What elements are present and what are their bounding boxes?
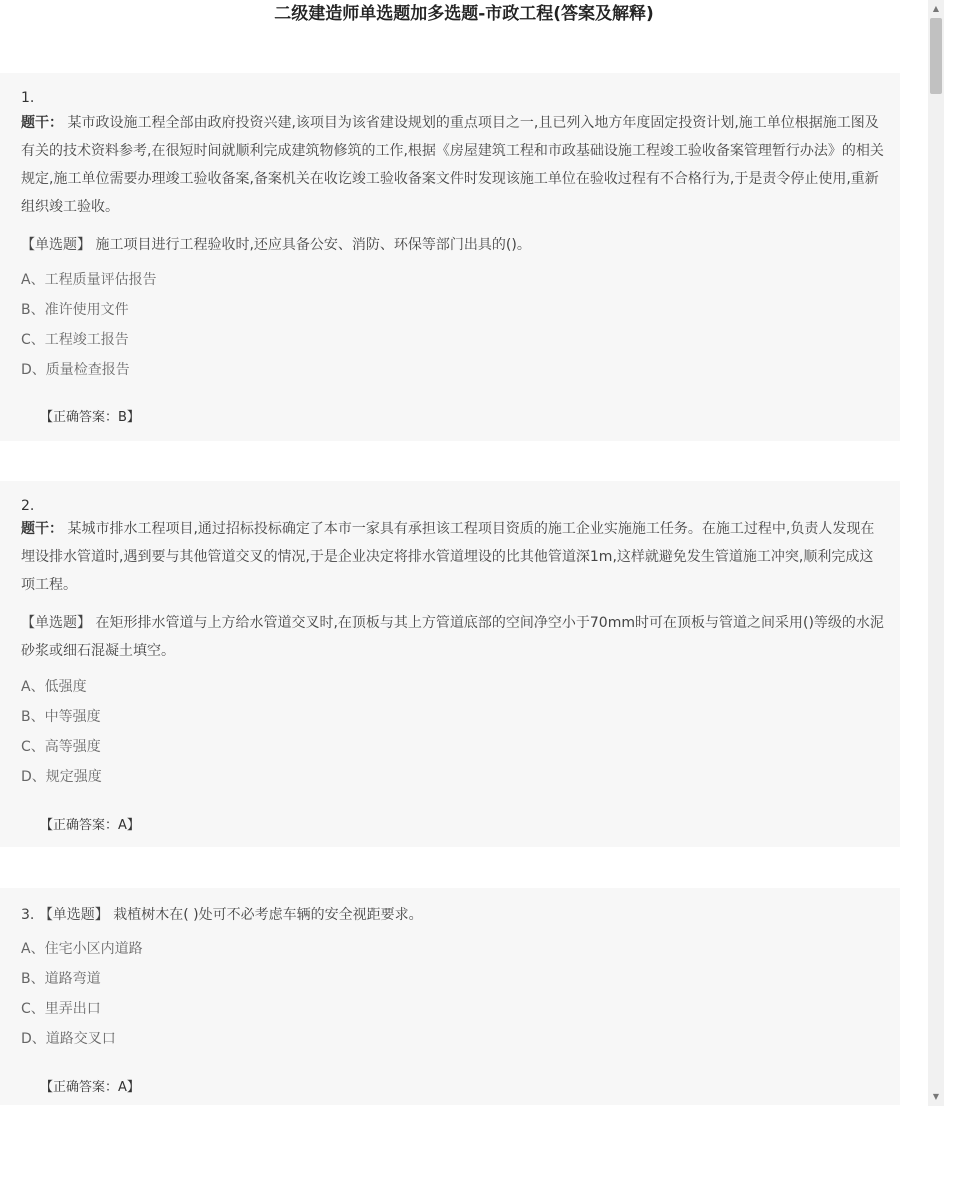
question-text (21, 231, 887, 259)
question-stem (21, 515, 887, 599)
option-a[interactable]: A、工程质量评估报告 (21, 272, 157, 288)
scroll-thumb[interactable] (930, 18, 942, 94)
question-card-1 (0, 73, 900, 441)
correct-answer: 【正确答案：B】 (40, 410, 140, 425)
stem-tag: 题干： (21, 521, 63, 537)
question-card-2 (0, 481, 900, 847)
question-body: 栽植树木在( )处可不必考虑车辆的安全视距要求。 (113, 907, 423, 923)
question-text (21, 901, 887, 929)
option-b[interactable]: B、道路弯道 (21, 971, 101, 987)
question-stem (21, 109, 887, 221)
option-a[interactable]: A、低强度 (21, 679, 87, 695)
stem-text: 某城市排水工程项目,通过招标投标确定了本市一家具有承担该工程项目资质的施工企业实施施工任务。在施工过程中,负责人发现在埋设排水管道时,遇到要与其他管道交叉的情况,于是企业决定将排水管道埋设的比其他管道深1m,这样就避免发生管道施工冲突,顺利完成这项工程。 (21, 521, 875, 593)
question-body: 在矩形排水管道与上方给水管道交叉时,在顶板与其上方管道底部的空间净空小于70mm时可在顶板与管道之间采用()等级的水泥砂浆或细石混凝土填空。 (21, 615, 884, 659)
scroll-down-arrow-icon[interactable]: ▼ (932, 1092, 940, 1101)
scroll-up-arrow-icon[interactable]: ▲ (932, 4, 940, 13)
option-d[interactable]: D、规定强度 (21, 769, 102, 785)
stem-text: 某市政设施工程全部由政府投资兴建,该项目为该省建设规划的重点项目之一,且已列入地方年度固定投资计划,施工单位根据施工图及有关的技术资料参考,在很短时间就顺利完成建筑物修筑的工作,根据《房屋建筑工程和市政基础设施工程竣工验收备案管理暂行办法》的相关规定,施工单位需要办理竣工验收备案,备案机关在收讫竣工验收备案文件时发现该施工单位在验收过程有不合格行为,于是责令停止使用,重新组织竣工验收。 (21, 115, 884, 215)
stem-tag: 题干： (21, 115, 63, 131)
question-number: 3. (21, 907, 35, 923)
question-type-label: 【单选题】 (21, 615, 91, 631)
option-c[interactable]: C、里弄出口 (21, 1001, 101, 1017)
question-type-label: 【单选题】 (21, 237, 91, 253)
vertical-scrollbar[interactable] (928, 0, 944, 1106)
question-card-3 (0, 888, 900, 1105)
option-a[interactable]: A、住宅小区内道路 (21, 941, 143, 957)
page-title: 二级建造师单选题加多选题-市政工程(答案及解释) (274, 4, 654, 24)
correct-answer: 【正确答案：A】 (40, 1080, 140, 1095)
question-text (21, 609, 887, 665)
option-b[interactable]: B、准许使用文件 (21, 302, 129, 318)
question-body: 施工项目进行工程验收时,还应具备公安、消防、环保等部门出具的()。 (95, 237, 531, 253)
option-d[interactable]: D、质量检查报告 (21, 362, 130, 378)
question-type-label: 【单选题】 (38, 907, 109, 923)
option-b[interactable]: B、中等强度 (21, 709, 101, 725)
question-number: 1. (21, 90, 35, 106)
question-number: 2. (21, 498, 35, 514)
option-c[interactable]: C、工程竣工报告 (21, 332, 129, 348)
correct-answer: 【正确答案：A】 (40, 818, 140, 833)
option-d[interactable]: D、道路交叉口 (21, 1031, 116, 1047)
option-c[interactable]: C、高等强度 (21, 739, 101, 755)
